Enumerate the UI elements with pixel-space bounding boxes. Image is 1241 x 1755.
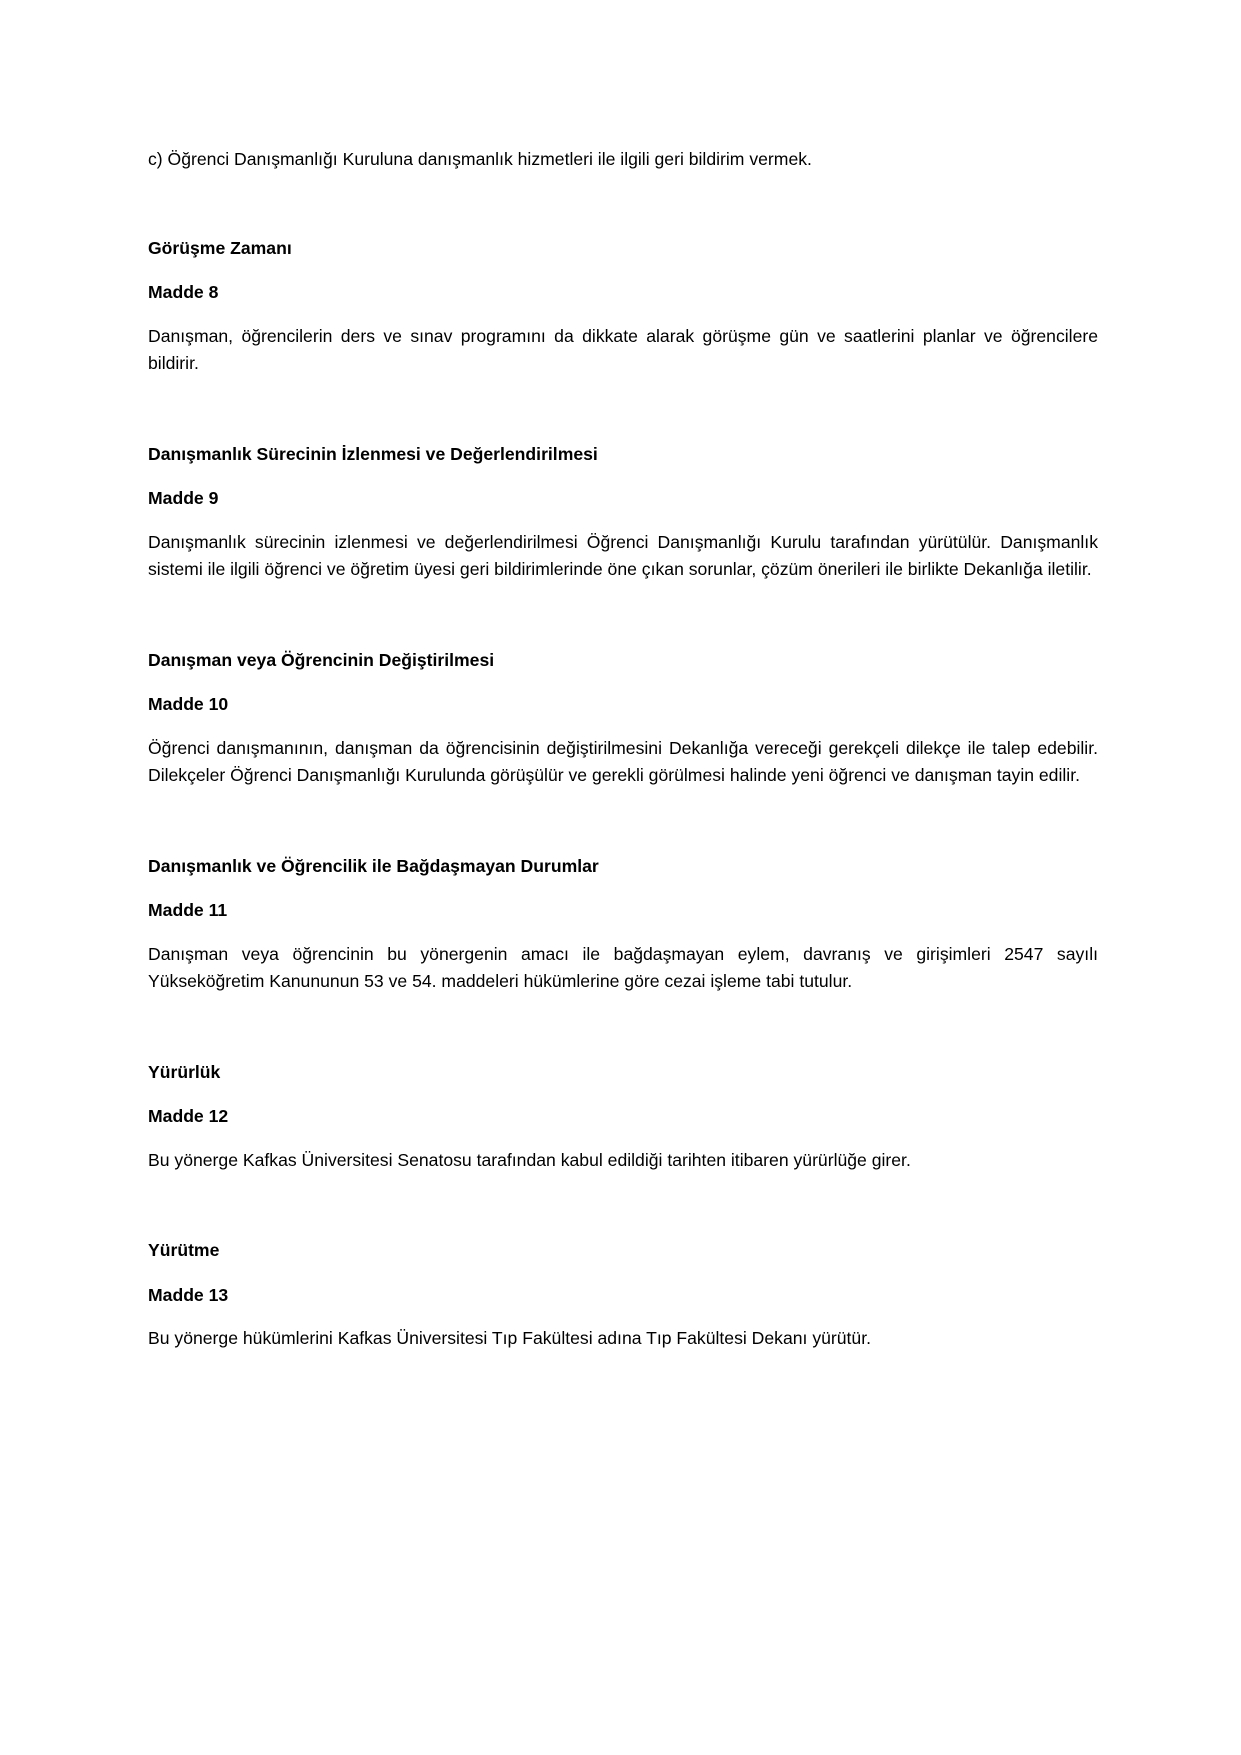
article-body: Danışman veya öğrencinin bu yönergenin amacı ile bağdaşmayan eylem, davranış ve girişimleri 2547 sayılı Yükseköğretim Kanununun 53 ve 54. maddeleri hükümlerine göre cezai işleme tabi tutulur. — [148, 943, 1098, 991]
section-effect — [148, 1059, 1098, 1175]
section-execution — [148, 1237, 1098, 1353]
article-number: Madde 9 — [148, 488, 219, 508]
article-number: Madde 10 — [148, 694, 229, 714]
article-number: Madde 12 — [148, 1106, 229, 1126]
section-monitoring — [148, 441, 1098, 584]
article-number: Madde 11 — [148, 900, 228, 920]
article-body: Danışmanlık sürecinin izlenmesi ve değerlendirilmesi Öğrenci Danışmanlığı Kurulu tarafından yürütülür. Danışmanlık sistemi ile ilgili öğrenci ve öğretim üyesi geri bildirimlerinde öne çıkan sorunlar, çözüm önerileri ile birlikte Dekanlığa iletilir. — [148, 531, 1098, 579]
section-change — [148, 647, 1098, 790]
section-heading: Danışman veya Öğrencinin Değiştirilmesi — [148, 649, 495, 670]
document-page — [148, 146, 1098, 1353]
section-heading: Danışmanlık ve Öğrencilik ile Bağdaşmayan Durumlar — [148, 855, 599, 876]
article-number: Madde 13 — [148, 1284, 229, 1305]
section-heading: Danışmanlık Sürecinin İzlenmesi ve Değerlendirilmesi — [148, 443, 598, 464]
article-body: Bu yönerge hükümlerini Kafkas Üniversitesi Tıp Fakültesi adına Tıp Fakültesi Dekanı yürütür. — [148, 1328, 871, 1348]
article-body: Danışman, öğrencilerin ders ve sınav programını da dikkate alarak görüşme gün ve saatlerini planlar ve öğrencilere bildirir. — [148, 325, 1098, 373]
article-body: Bu yönerge Kafkas Üniversitesi Senatosu tarafından kabul edildiği tarihten itibaren yürürlüğe girer. — [148, 1149, 911, 1170]
intro-list-item: c) Öğrenci Danışmanlığı Kuruluna danışmanlık hizmetleri ile ilgili geri bildirim vermek. — [148, 149, 812, 169]
section-heading: Görüşme Zamanı — [148, 237, 292, 258]
section-meeting-time — [148, 235, 1098, 378]
section-incompatible — [148, 853, 1098, 996]
article-number: Madde 8 — [148, 282, 219, 302]
section-heading: Yürürlük — [148, 1061, 221, 1082]
article-body: Öğrenci danışmanının, danışman da öğrencisinin değiştirilmesini Dekanlığa vereceği gerekçeli dilekçe ile talep edebilir. Dilekçeler Öğrenci Danışmanlığı Kurulunda görüşülür ve gerekli görülmesi halinde yeni öğrenci ve danışman tayin edilir. — [148, 737, 1098, 785]
section-heading: Yürütme — [148, 1240, 220, 1260]
